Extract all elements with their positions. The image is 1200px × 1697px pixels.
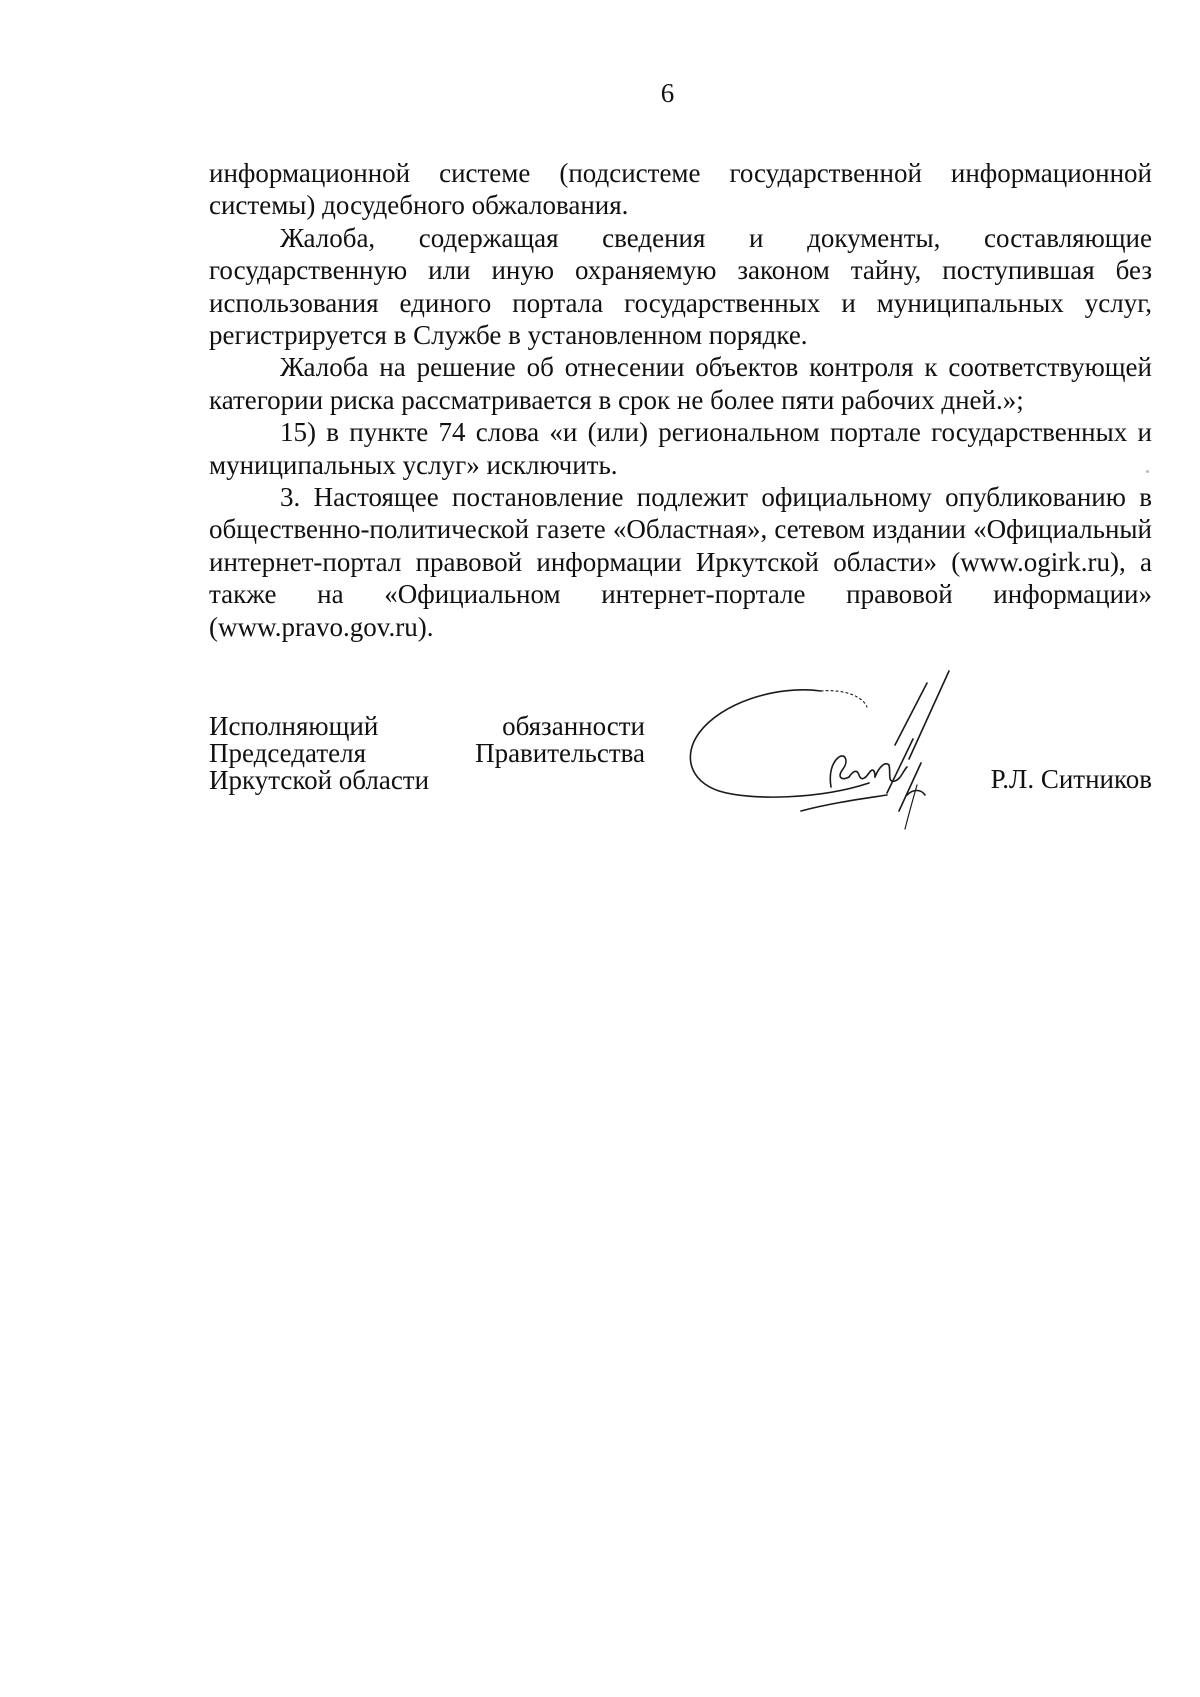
signer-name: Р.Л. Ситников [990,764,1152,794]
signature-block [209,713,1152,843]
paragraph-item-15: 15) в пункте 74 слова «и (или) региональном портале государственных и муниципальных услуг» исключить. [209,417,1152,480]
scan-speck [1146,470,1149,473]
paragraph-complaint-risk: Жалоба на решение об отнесении объектов контроля к соответствующей категории риска рассматривается в срок не более пяти рабочих дней.»; [209,352,1152,415]
paragraph-item-3-publication: 3. Настоящее постановление подлежит официальному опубликованию в общественно-политической газете «Областная», сетевом издании «Официальный интернет-портал правовой информации Иркутской области» (www.ogirk.ru), а также на «Официальном интернет-портале правовой информации» (www.pravo.gov.ru). [209,482,1152,642]
handwritten-signature [681,663,971,843]
signer-title-word: Председателя [209,738,367,768]
signer-title-word: Исполняющий [209,711,379,741]
page-number: 6 [660,78,675,108]
signer-title-line [209,767,645,794]
signer-title-line [209,740,645,767]
document-body [209,157,1152,643]
signer-title [209,713,645,794]
signer-title-word: Иркутской области [209,765,430,795]
paragraph-continuation: информационной системе (подсистеме государственной информационной системы) досудебного обжалования. [209,158,1152,221]
paragraph-complaint-secret: Жалоба, содержащая сведения и документы, составляющие государственную или иную охраняемую законом тайну, поступившая без использования единого портала государственных и муниципальных услуг, регистрируется в Службе в установленном порядке. [209,222,1152,351]
signer-title-word: Правительства [475,738,645,768]
signer-title-line [209,713,645,740]
signer-title-word: обязанности [502,711,645,741]
